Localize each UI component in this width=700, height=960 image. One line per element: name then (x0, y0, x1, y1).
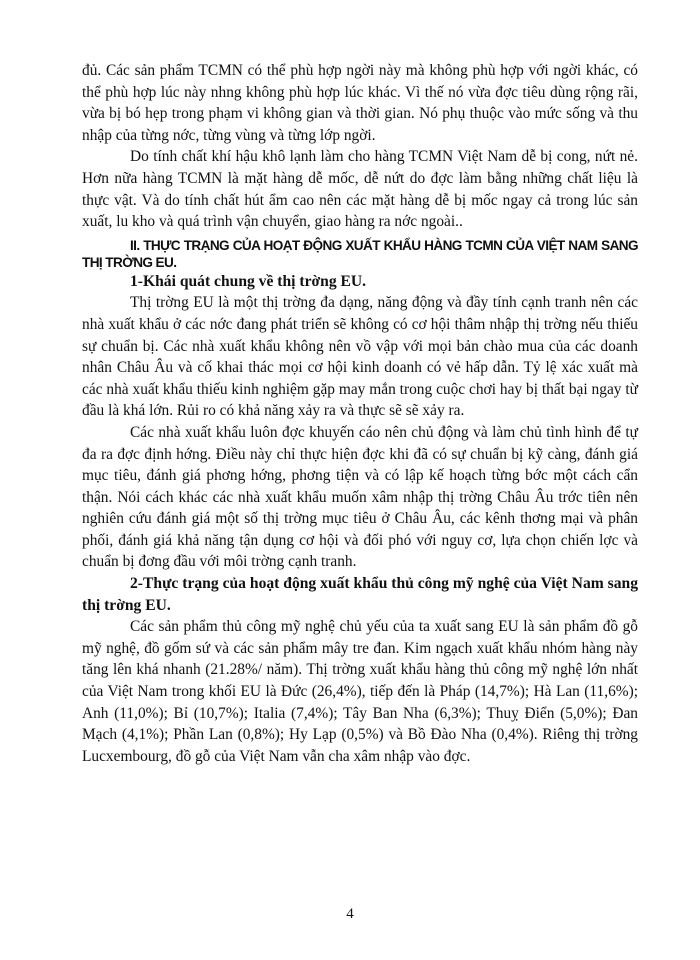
paragraph-continuation: đủ. Các sản phẩm TCMN có thể phù hợp ngời này mà không phù hợp với ngời khác, có thể phù hợp lúc này nhng không phù hợp lúc khác. Vì thế nó vừa đợc tiêu dùng rộng rãi, vừa bị bó hẹp trong phạm vi không gian và thời gian. Nó phụ thuộc vào mức sống và thu nhập của từng nớc, từng vùng và từng lớp ngời. (82, 62, 638, 144)
paragraph-climate: Do tính chất khí hậu khô lạnh làm cho hàng TCMN Việt Nam dễ bị cong, nứt nẻ. Hơn nữa hàng TCMN là mặt hàng dễ mốc, dễ nứt do đợc làm bằng những chất liệu là thực vật. Và do tính chất hút ẩm cao nên các mặt hàng dễ bị mốc ngay cả trong lúc sản xuất, lu kho và quá trình vận chuyển, giao hàng ra nớc ngoài.. (82, 148, 638, 231)
page-number: 4 (346, 906, 354, 922)
section-heading-ii: II. THỰC TRẠNG CỦA HOẠT ĐỘNG XUẤT KHẨU HÀNG TCMN CỦA VIỆT NAM SANG THỊ TRỜNG EU. (82, 237, 638, 270)
paragraph-eu-market: Thị trờng EU là một thị trờng đa dạng, năng động và đầy tính cạnh tranh nên các nhà xuất khẩu ở các nớc đang phát triển sẽ không có cơ hội thâm nhập thị trờng nếu thiếu sự chuẩn bị. Các nhà xuất khẩu không nên vồ vập với mọi bản chào mua của các doanh nhân Châu Âu và cố khai thác mọi cơ hội kinh doanh có vẻ hấp dẫn. Tỷ lệ xác xuất mà các nhà xuất khẩu thiếu kinh nghiệm gặp may mắn trong cuộc chơi hay bị thất bại ngay từ đầu là khá lớn. Rủi ro có khả năng xảy ra và thực sẽ sẽ xảy ra. (82, 294, 638, 420)
sub-heading-1: 1-Khái quát chung về thị trờng EU. (130, 272, 367, 290)
sub-heading-2: 2-Thực trạng của hoạt động xuất khẩu thủ công mỹ nghệ của Việt Nam sang thị trờng EU. (82, 575, 638, 614)
paragraph-products: Các sản phẩm thủ công mỹ nghệ chủ yếu của ta xuất sang EU là sản phẩm đồ gỗ mỹ nghệ, đồ gốm sứ và các sản phẩm mây tre đan. Kim ngạch xuất khẩu nhóm hàng này tăng lên khá nhanh (21.28%/ năm). Thị trờng xuất khẩu hàng thủ công mỹ nghệ lớn nhất của Việt Nam trong khối EU là Đức (26,4%), tiếp đến là Pháp (14,7%); Hà Lan (11,6%); Anh (11,0%); Bỉ (10,7%); Italia (7,4%); Tây Ban Nha (6,3%); Thuỵ Điển (5,0%); Đan Mạch (4,1%); Phần Lan (0,8%); Hy Lạp (0,5%) và Bồ Đào Nha (0,4%). Riêng thị trờng Lucxembourg, đồ gỗ của Việt Nam vẫn cha xâm nhập vào đợc. (82, 618, 638, 765)
paragraph-exporters: Các nhà xuất khẩu luôn đợc khuyến cáo nên chủ động và làm chủ tình hình để tự đa ra đợc định hớng. Điều này chỉ thực hiện đợc khi đã có sự chuẩn bị kỹ càng, đánh giá mục tiêu, đánh giá phơng hớng, phơng tiện và có lập kế hoạch từng bớc một cách cẩn thận. Nói cách khác các nhà xuất khẩu muốn xâm nhập thị trờng Châu Âu trớc tiên nên nghiên cứu đánh giá một số thị trờng mục tiêu ở Châu Âu, các kênh thơng mại và phân phối, đánh giá khả năng tận dụng cơ hội và đối phó với nguy cơ, lựa chọn chiến lợc và chuẩn bị đơng đầu với môi trờng cạnh tranh. (82, 423, 638, 571)
page-body (82, 60, 638, 767)
